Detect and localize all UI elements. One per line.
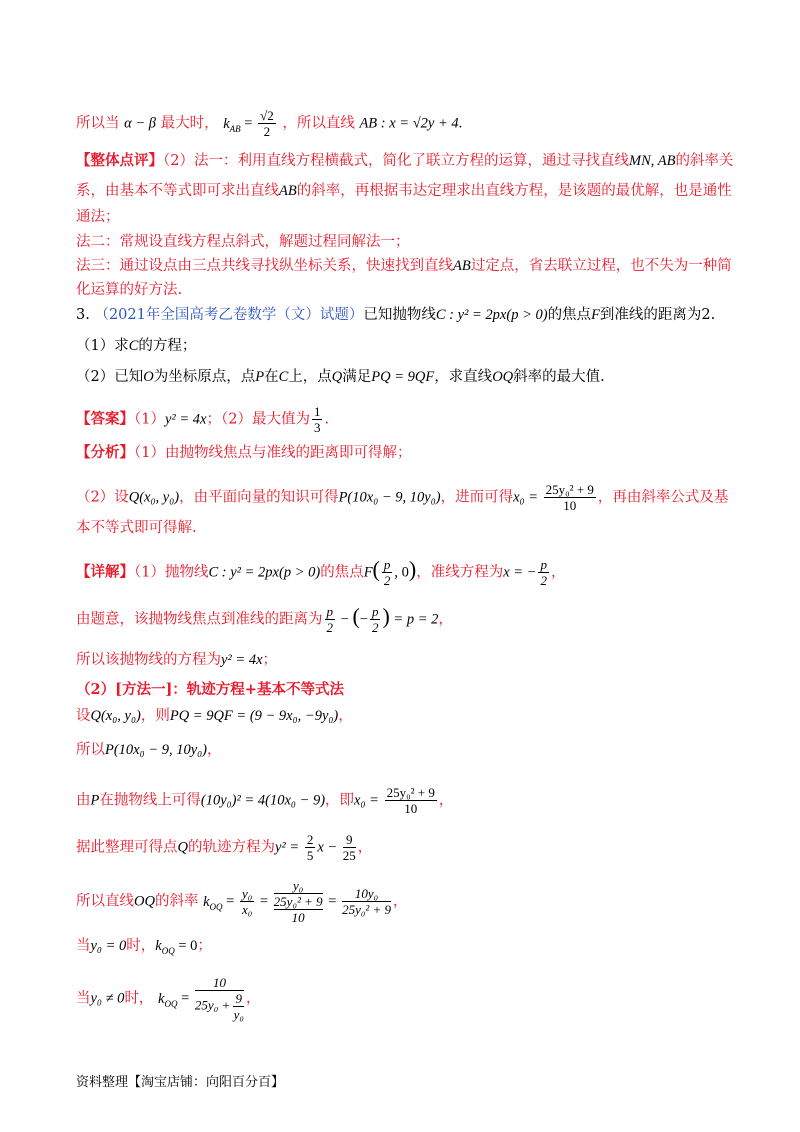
text: 所以当 (76, 115, 120, 132)
math: OQ (134, 893, 155, 910)
math: PQ = 9QF (371, 369, 435, 385)
math: Q(x₀, y₀) (128, 489, 180, 506)
math: = (240, 115, 257, 132)
paren: ) (408, 556, 417, 582)
question-source: （2021年全国高考乙卷数学（文）试题） (94, 307, 364, 323)
text: 所以该抛物线的方程为 (76, 652, 221, 668)
math: y₀ = 0 (90, 938, 127, 954)
fraction: $\frac{2}{5}$ (306, 832, 314, 863)
math: , 0 (394, 564, 409, 581)
text: （1）抛物线 (134, 564, 209, 581)
text: ， (245, 990, 261, 1007)
equals: = (324, 893, 341, 910)
step6 (76, 936, 212, 961)
math: AB (279, 183, 297, 199)
detail-line2 (76, 604, 453, 635)
fraction: $\frac{p}{2}$ (540, 557, 547, 588)
text: ， (338, 708, 353, 724)
text: 当 (76, 938, 91, 954)
analysis-line3 (76, 518, 197, 538)
math: C (128, 338, 139, 354)
math-k: $k_{OQ}$ (158, 990, 178, 1009)
step2 (76, 740, 222, 760)
minus: − (359, 611, 368, 628)
step3 (76, 785, 453, 816)
text: ， (550, 564, 566, 581)
text: 最大时， (160, 115, 219, 132)
text: 已知抛物线 (363, 307, 436, 323)
math-k: $k_{OQ}$ (155, 938, 175, 956)
text: （2）设 (76, 489, 129, 506)
text: 法二：常规设直线方程点斜式，解题过程同解法一； (76, 234, 410, 250)
text: . (324, 411, 330, 428)
text: ， (438, 611, 453, 628)
tag: 【分析】 (76, 444, 134, 461)
text: 由 (76, 792, 91, 809)
text: ， (357, 839, 373, 856)
text: ，由平面向量的知识可得 (179, 489, 339, 506)
math: y₀ ≠ 0 (90, 990, 125, 1007)
equals: = (222, 893, 238, 910)
text: 的斜率 (154, 893, 199, 910)
math: α − β (124, 115, 156, 132)
math: OQ (492, 369, 514, 385)
analysis-line1 (76, 443, 411, 463)
text: ，求直线 (434, 369, 493, 385)
text: 所以 (76, 742, 105, 758)
text: ，进而可得 (440, 489, 514, 506)
math: − (337, 611, 353, 628)
footer-source: 资料整理【淘宝店铺：向阳百分百】 (76, 1075, 285, 1090)
equals: = (177, 990, 193, 1007)
math: P(10x₀ − 9, 10y₀) (338, 489, 441, 506)
text: 所以直线 (76, 893, 134, 910)
math: y² = 4x (221, 652, 263, 668)
overall-comment-line3 (76, 207, 120, 227)
math: y² = 4x (164, 411, 207, 428)
text: 设 (76, 708, 91, 724)
math: = p = 2 (389, 611, 439, 628)
method3-line2 (76, 280, 182, 300)
math: AB (453, 258, 471, 274)
text: ； (197, 938, 212, 954)
text: （2）已知 (76, 369, 144, 385)
text: 当 (76, 990, 91, 1007)
text: 时， (126, 938, 156, 954)
paren: ) (382, 603, 390, 629)
math: (10y₀)² = 4(10x₀ − 9) (200, 792, 326, 809)
step4 (76, 832, 372, 863)
answer-line (76, 404, 329, 435)
math: x − (317, 839, 341, 856)
text: 通法； (76, 209, 120, 225)
math-k: $k_{AB}$ (223, 115, 241, 134)
fraction: $\frac{√2}{2}$ (260, 108, 274, 139)
text: 法三：通过设点由三点共线寻找纵坐标关系，快速找到直线 (76, 258, 453, 274)
question-number: 3. (76, 307, 90, 323)
text: 由题意，该抛物线焦点到准线的距离为 (76, 611, 323, 628)
text: 在 (264, 369, 279, 385)
text: 为坐标原点，点 (153, 369, 256, 385)
text: 的斜率关 (675, 153, 734, 169)
detail-line1 (76, 557, 565, 588)
paren: ( (352, 603, 360, 629)
tag: 【整体点评】 (76, 152, 163, 169)
paren: ( (372, 556, 380, 582)
text: 的轨迹方程为 (187, 839, 275, 856)
question-3-part1 (76, 336, 196, 356)
text: 斜率的最大值. (513, 369, 605, 385)
math: PQ = 9QF = (9 − 9x₀, −9y₀) (169, 708, 339, 724)
detail-line3 (76, 650, 277, 670)
text: 上，点 (288, 369, 332, 385)
fraction: $\frac{p}{2}$ (326, 604, 333, 635)
math: AB : x = √2y + 4 (359, 115, 459, 132)
math: x₀ = (513, 489, 542, 506)
math: Q(x₀, y₀) (90, 708, 141, 724)
text: ，准线方程为 (416, 564, 504, 581)
text: 过定点，省去联立过程，也不失为一种简 (470, 258, 732, 274)
method2-line (76, 232, 410, 252)
fraction: $\frac{p}{2}$ (371, 604, 379, 635)
fraction: $\frac{9}{25}$ (342, 832, 356, 863)
method1-heading (76, 680, 344, 700)
math-k: $k_{OQ}$ (203, 893, 223, 912)
text: 满足 (342, 369, 372, 385)
step7 (76, 975, 261, 1022)
math: P(10x₀ − 9, 10y₀) (105, 742, 208, 758)
math: F (591, 307, 600, 323)
text: 的焦点 (320, 564, 364, 581)
text: 时， (124, 990, 154, 1007)
overall-comment-line2 (76, 181, 732, 201)
math: x₀ = (354, 792, 383, 809)
fraction: 10 25y₀ + $\frac{9}{\text{y₀}}$ (194, 975, 244, 1022)
step5 (76, 878, 408, 925)
text: 的方程； (138, 338, 197, 354)
math: C : y² = 2px(p > 0) (208, 564, 321, 581)
overall-comment-line1 (76, 151, 733, 171)
fraction: $\frac{1}{3}$ (313, 404, 321, 435)
question-3-part2 (76, 367, 605, 387)
math: x = − (503, 564, 537, 581)
text: ，再由斜率公式及基 (597, 489, 729, 506)
math: MN, AB (628, 153, 676, 169)
text: ， (393, 893, 408, 910)
text: ， (438, 792, 454, 809)
text: ；（2）最大值为 (206, 411, 310, 428)
method3-line1 (76, 256, 732, 276)
math: Q (331, 369, 343, 385)
math: C (278, 369, 289, 385)
fraction: $\frac{\text{25y₀² + 9}}{10}$ (545, 482, 594, 513)
step1 (76, 706, 353, 726)
text: 在抛物线上可得 (99, 792, 201, 809)
question-3 (76, 305, 715, 325)
text: ，则 (140, 708, 170, 724)
fraction: y₀ 25y₀² + 9 10 (273, 878, 323, 925)
math: y² = (274, 839, 303, 856)
fraction: $\frac{\text{25y₀² + 9}}{10}$ (386, 785, 435, 816)
text: 据此整理可得点 (76, 839, 178, 856)
line-alpha-beta (76, 108, 462, 139)
math: = 0 (174, 938, 198, 954)
text: ； (262, 652, 278, 668)
text: 系，由基本不等式即可求出直线 (76, 183, 279, 199)
text: ，所以直线 (282, 115, 355, 132)
tag: 【答案】 (76, 410, 134, 428)
text: 到准线的距离为2. (599, 307, 716, 323)
text: ， (207, 742, 222, 758)
text: . (458, 115, 463, 132)
math: C : y² = 2px(p > 0) (435, 307, 548, 323)
fraction: $\frac{p}{2}$ (383, 557, 391, 588)
text: （2）法一：利用直线方程横截式，简化了联立方程的运算，通过寻找直线 (163, 153, 629, 169)
math: Q (177, 839, 188, 856)
text: （2）[方法一]：轨迹方程+基本不等式法 (76, 681, 344, 698)
text: 的斜率，再根据韦达定理求出直线方程，是该题的最优解，也是通性 (296, 183, 732, 199)
text: 化运算的好方法. (76, 282, 183, 298)
text: 的焦点 (547, 307, 592, 323)
math: O (143, 369, 154, 385)
fraction: $\frac{\text{y₀}}{\text{x₀}}$ (241, 886, 253, 917)
fraction: $\frac{\text{10y₀}}{\text{25y₀² + 9}}$ (342, 886, 392, 917)
text: （1）由抛物线焦点与准线的距离即可得解； (134, 445, 412, 461)
tag: 【详解】 (76, 563, 134, 581)
text: （1）求 (76, 338, 129, 354)
text: 本不等式即可得解. (76, 520, 197, 536)
analysis-line2 (76, 482, 728, 513)
text: （1） (134, 411, 165, 428)
text: ，即 (325, 792, 355, 809)
math: P (90, 792, 100, 809)
math: F (363, 564, 373, 581)
math: P (255, 369, 265, 385)
equals: = (256, 893, 272, 910)
